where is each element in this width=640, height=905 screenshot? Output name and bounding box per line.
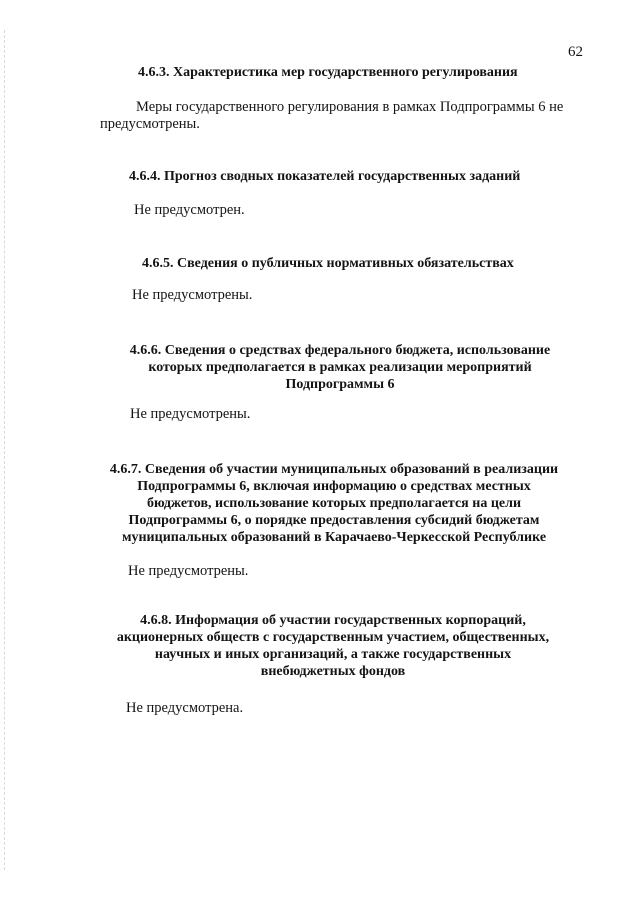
body-line: Не предусмотрен. — [134, 202, 245, 218]
heading-line: научных и иных организаций, а также государственных — [154, 647, 512, 662]
section-body — [100, 99, 564, 133]
heading-line: Подпрограммы 6, включая информацию о средствах местных — [137, 479, 531, 494]
heading-line: внебюджетных фондов — [260, 664, 406, 679]
section-heading — [142, 255, 514, 272]
body-line: Не предусмотрены. — [128, 563, 249, 579]
section-body — [130, 406, 250, 423]
heading-line: муниципальных образований в Карачаево-Черкесской Республике — [121, 530, 547, 545]
scan-edge-marks — [4, 30, 6, 870]
heading-line: которых предполагается в рамках реализации мероприятий — [148, 360, 532, 375]
section-heading — [110, 342, 570, 393]
heading-line: Подпрограммы 6, о порядке предоставления субсидий бюджетам — [128, 513, 540, 528]
body-line: Не предусмотрены. — [132, 287, 253, 303]
heading-line: 4.6.4. Прогноз сводных показателей государственных заданий — [129, 169, 521, 184]
heading-line: 4.6.3. Характеристика мер государственного регулирования — [138, 65, 518, 80]
heading-line: 4.6.5. Сведения о публичных нормативных обязательствах — [142, 256, 514, 271]
body-line: Меры государственного регулирования в рамках Подпрограммы 6 не — [136, 99, 564, 115]
body-line: Не предусмотрена. — [126, 700, 244, 716]
body-line: Не предусмотрены. — [130, 406, 251, 422]
section-body — [134, 202, 245, 219]
section-body — [132, 287, 252, 304]
section-heading — [129, 168, 520, 185]
heading-line: 4.6.7. Сведения об участии муниципальных образований в реализации — [109, 462, 559, 477]
section-heading — [100, 612, 566, 680]
section-body — [128, 563, 248, 580]
section-heading — [138, 64, 518, 81]
heading-line: 4.6.6. Сведения о средствах федерального бюджета, использование — [129, 343, 551, 358]
section-body — [126, 700, 243, 717]
section-heading — [94, 461, 574, 546]
heading-line: акционерных обществ с государственным участием, общественных, — [116, 630, 550, 645]
heading-line: 4.6.8. Информация об участии государственных корпораций, — [140, 613, 526, 628]
heading-line: Подпрограммы 6 — [285, 377, 395, 392]
page-number: 62 — [568, 44, 583, 60]
body-line: предусмотрены. — [100, 116, 200, 132]
heading-line: бюджетов, использование которых предполагается на цели — [146, 496, 522, 511]
